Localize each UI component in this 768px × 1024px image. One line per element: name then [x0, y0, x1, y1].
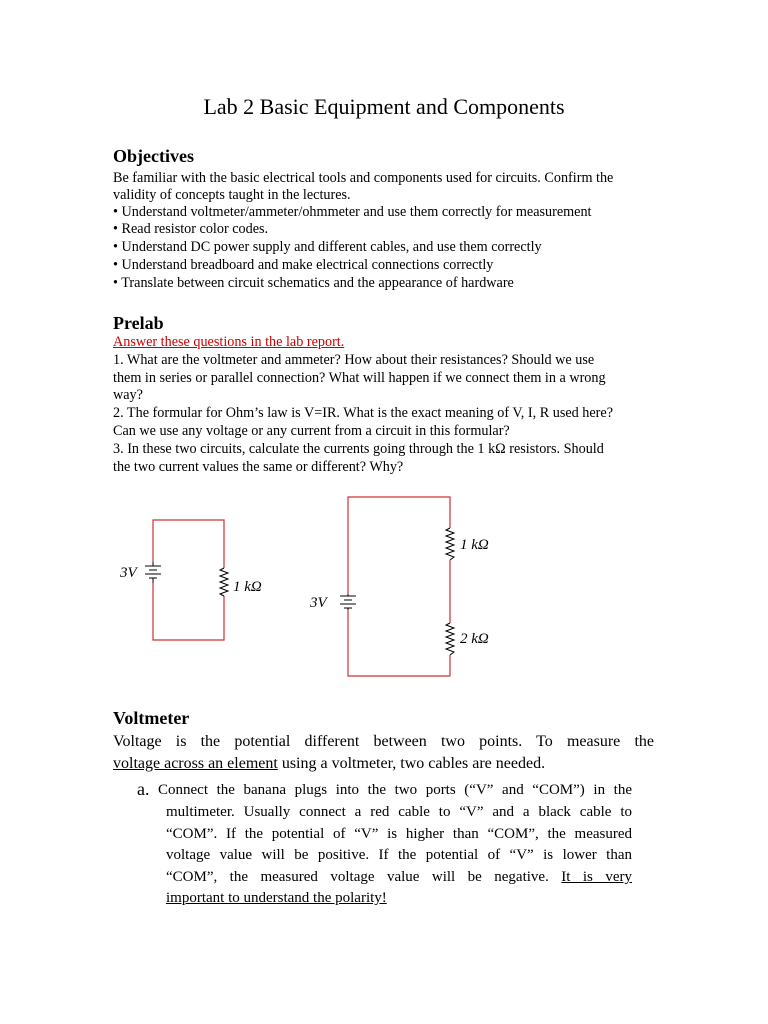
circuit-2-resistor-top-label: 1 kΩ: [460, 537, 489, 553]
item-a-marker: a.: [137, 779, 150, 799]
voltmeter-intro-line: Voltage is the potential different between two points. To measure the: [113, 733, 654, 750]
objectives-line: Be familiar with the basic electrical tools and components used for circuits. Confirm the: [113, 170, 614, 186]
item-a-line: voltage value will be positive. If the potential of “V” is lower than: [166, 847, 632, 863]
objectives-line: validity of concepts taught in the lectures.: [113, 187, 351, 203]
prelab-line: the two current values the same or different? Why?: [113, 459, 404, 475]
objectives-bullet: • Understand voltmeter/ammeter/ohmmeter and use them correctly for measurement: [113, 204, 592, 220]
circuit-1-wire-bottom: [153, 583, 224, 640]
objectives-bullet: • Understand breadboard and make electrical connections correctly: [113, 257, 494, 273]
objectives-bullet: • Read resistor color codes.: [113, 221, 269, 237]
item-a-line-6: important to understand the polarity!: [166, 890, 387, 906]
item-a-line: Connect the banana plugs into the two ports (“V” and “COM”) in the: [158, 782, 632, 798]
circuit-2-resistor-top-icon: [446, 528, 454, 560]
prelab-line: 3. In these two circuits, calculate the currents going through the 1 kΩ resistors. Should: [113, 441, 604, 457]
circuit-2-wire-bottom: [348, 610, 450, 676]
prelab-instruction: Answer these questions in the lab report.: [113, 334, 345, 350]
circuit-1-wire-top: [153, 520, 224, 568]
circuit-2-resistor-bottom-label: 2 kΩ: [460, 631, 489, 647]
circuit-2-source-label: 3V: [310, 595, 327, 611]
voltmeter-heading: Voltmeter: [113, 708, 190, 728]
item-a-line-5: [166, 866, 632, 888]
circuit-1-resistor-icon: [220, 568, 228, 596]
voltmeter-intro-underlined: voltage across an element: [113, 755, 278, 772]
circuit-2-resistor-bottom-icon: [446, 623, 454, 655]
circuit-1-resistor-label: 1 kΩ: [233, 579, 262, 595]
item-a-line-5-underlined: It is very: [561, 869, 632, 885]
voltmeter-intro-rest: using a voltmeter, two cables are needed.: [277, 755, 546, 772]
circuit-2-wire-left-top: [348, 497, 450, 594]
page-title: Lab 2 Basic Equipment and Components: [203, 94, 565, 119]
prelab-heading: Prelab: [113, 313, 164, 333]
prelab-line: way?: [113, 387, 143, 403]
prelab-line: 2. The formular for Ohm’s law is V=IR. What is the exact meaning of V, I, R used here?: [113, 405, 613, 421]
objectives-heading: Objectives: [113, 146, 194, 166]
item-a-line: multimeter. Usually connect a red cable to “V” and a black cable to: [166, 804, 632, 820]
circuit-1-source-label: 3V: [120, 565, 137, 581]
objectives-bullet: • Understand DC power supply and different cables, and use them correctly: [113, 239, 542, 255]
item-a-line-5-plain: “COM”, the measured voltage value will be negative.: [166, 869, 562, 885]
voltmeter-intro-line-2: [113, 753, 545, 775]
circuit-2-battery-icon: [340, 594, 356, 610]
prelab-line: them in series or parallel connection? What will happen if we connect them in a wrong: [113, 370, 606, 386]
circuit-1: [119, 520, 262, 640]
prelab-line: Can we use any voltage or any current from a circuit in this formular?: [113, 423, 510, 439]
item-a-line: “COM”. If the potential of “V” is higher than “COM”, the measured: [166, 826, 632, 842]
objectives-bullet: • Translate between circuit schematics and the appearance of hardware: [113, 275, 514, 291]
circuit-2: [309, 497, 489, 676]
prelab-line: 1. What are the voltmeter and ammeter? How about their resistances? Should we use: [113, 352, 595, 368]
circuit-1-battery-icon: [145, 562, 161, 583]
